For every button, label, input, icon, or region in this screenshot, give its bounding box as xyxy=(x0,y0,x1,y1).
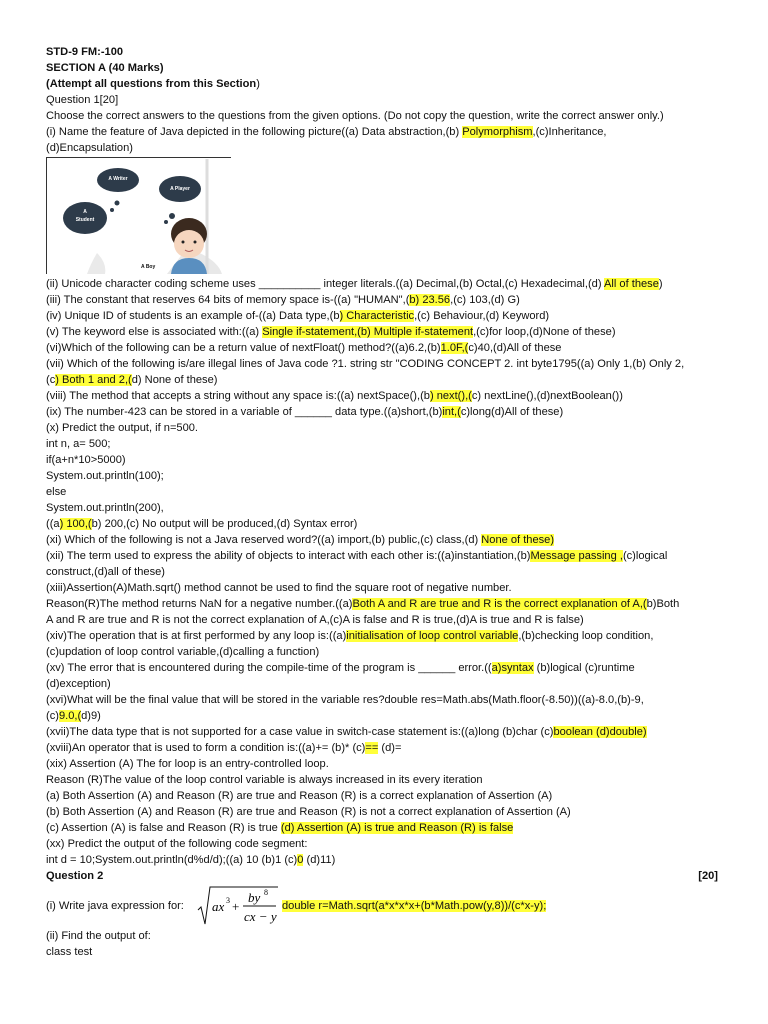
question-2-heading xyxy=(46,868,718,884)
q1-xiii-text-2: b)Both xyxy=(646,598,680,610)
boy-caption: A Boy xyxy=(141,264,156,270)
q1-xx-answer: 0 xyxy=(297,854,304,866)
q1-iii-answer: b) 23.56 xyxy=(409,294,451,306)
q1-v-answer: Single if-statement,(b) Multiple if-statement xyxy=(262,326,474,338)
q1-x-text: ((a xyxy=(46,518,60,530)
paper-header-std: STD-9 FM:-100 xyxy=(46,46,124,58)
q1-xix-option-b: (b) Both Assertion (A) and Reason (R) are true and Reason (R) is not a correct explanation of Assertion (A) xyxy=(46,806,571,818)
q1-xi-answer: None of these) xyxy=(481,534,555,546)
q1-xv-text: (xv) The error that is encountered during the compile-time of the program is ______ error.(( xyxy=(46,662,492,674)
q1-xi-text: (xi) Which of the following is not a Java reserved word?((a) import,(b) public,(c) class,(d) xyxy=(46,534,482,546)
formula-numerator: by xyxy=(248,890,261,905)
q1-i xyxy=(46,124,726,140)
q1-vi-text: (vi)Which of the following can be a return value of nextFloat() method?((a)6.2,(b) xyxy=(46,342,441,354)
q1-xiv-text-2: ,(b)checking loop condition, xyxy=(518,630,654,642)
q1-xviii-answer: == xyxy=(365,742,379,754)
question-2-marks: [20] xyxy=(698,870,718,882)
q1-xii-text-2: (c)logical xyxy=(622,550,668,562)
q1-xiv-text: (xiv)The operation that is at first performed by any loop is:((a) xyxy=(46,630,347,642)
code-line: if(a+n*10>5000) xyxy=(46,454,126,466)
q1-xv-text-2: (b)logical (c)runtime xyxy=(533,662,635,674)
q1-i-cont: (d)Encapsulation) xyxy=(46,142,133,154)
q1-xix-answer: (d) Assertion (A) is true and Reason (R) is false xyxy=(280,822,514,834)
code-line: System.out.println(200), xyxy=(46,502,164,514)
formula-exp-8: 8 xyxy=(264,888,268,897)
q1-xii xyxy=(46,548,726,564)
q1-xiii-reason xyxy=(46,596,726,612)
q1-xviii xyxy=(46,740,726,756)
q1-vii-text: (c xyxy=(46,374,56,386)
q1-iv-text: (iv) Unique ID of students is an example of-((a) Data type,(b xyxy=(46,310,340,322)
q1-xvi-answer: 9.0,( xyxy=(58,710,82,722)
formula-denominator: cx − y xyxy=(244,909,277,924)
q1-xvi-text-2: d)9) xyxy=(81,710,101,722)
q1-xix-option-c-d xyxy=(46,820,726,836)
attempt-instruction xyxy=(46,76,726,92)
cloud-player: A Player xyxy=(159,176,201,202)
formula-ax: ax xyxy=(212,899,225,914)
q1-viii-answer: ) next(),( xyxy=(429,390,472,402)
q1-xvii xyxy=(46,724,726,740)
q1-x-text-2: b) 200,(c) No output will be produced,(d) Syntax error) xyxy=(91,518,358,530)
q1-xiv xyxy=(46,628,726,644)
q1-ix-text-2: c)long(d)All of these) xyxy=(460,406,564,418)
q1-vi-answer: 1.0F,( xyxy=(440,342,469,354)
q1-viii xyxy=(46,388,726,404)
q1-xix-text: (c) Assertion (A) is false and Reason (R) is true xyxy=(46,822,281,834)
q1-xi xyxy=(46,532,726,548)
q2-ii-code: class test xyxy=(46,946,93,958)
q1-ii-text-2: ) xyxy=(658,278,663,290)
code-line: System.out.println(100); xyxy=(46,470,164,482)
cloud-student xyxy=(63,202,107,234)
cloud-student-line-1: A xyxy=(83,209,87,215)
code-line: else xyxy=(46,486,67,498)
q1-ii-text: (ii) Unicode character coding scheme uses __________ integer literals.((a) Decimal,(b) Octal,(c) Hexadecimal,(d) xyxy=(46,278,605,290)
question-1-instructions: Choose the correct answers to the questions from the given options. (Do not copy the question, write the correct answer only.) xyxy=(46,110,664,122)
q1-ii-answer: All of these xyxy=(604,278,659,290)
q1-xx: (xx) Predict the output of the following code segment: xyxy=(46,838,308,850)
q1-x-options xyxy=(46,516,726,532)
q1-xiv-cont: (c)updation of loop control variable,(d)calling a function) xyxy=(46,646,320,658)
sqrt-formula xyxy=(196,884,280,928)
q1-xvii-answer: boolean (d)double) xyxy=(553,726,647,738)
q1-iv-text-2: ,(c) Behaviour,(d) Keyword) xyxy=(414,310,550,322)
q1-xix-option-a: (a) Both Assertion (A) and Reason (R) are true and Reason (R) is a correct explanation of Assertion (A) xyxy=(46,790,553,802)
q1-vi xyxy=(46,340,726,356)
q2-ii: (ii) Find the output of: xyxy=(46,930,151,942)
q1-xv xyxy=(46,660,726,676)
q2-i xyxy=(46,884,726,928)
q1-vii-text-2: d) None of these) xyxy=(131,374,218,386)
formula-plus: + xyxy=(232,899,240,914)
q1-xix-reason: Reason (R)The value of the loop control variable is always increased in its every iteration xyxy=(46,774,483,786)
q1-xviii-text-2: (d)= xyxy=(378,742,402,754)
q1-xiii-cont: A and R are true and R is not the correct explanation of A,(c)A is false and R is true,(d)A is true and R is false) xyxy=(46,614,584,626)
q1-vii-answer: ) Both 1 and 2,( xyxy=(55,374,132,386)
q1-xv-answer: a)syntax xyxy=(491,662,534,674)
q1-iv-answer: ) Characteristic xyxy=(339,310,415,322)
q2-i-answer: double r=Math.sqrt(a*x*x*x+(b*Math.pow(y,8))/(c*x-y); xyxy=(282,900,547,912)
q1-xiii-answer: Both A and R are true and R is the correct explanation of A,( xyxy=(352,598,647,610)
q1-xx-code xyxy=(46,852,726,868)
q1-xiii: (xiii)Assertion(A)Math.sqrt() method cannot be used to find the square root of negative number. xyxy=(46,582,512,594)
q1-xiii-text: Reason(R)The method returns NaN for a negative number.((a) xyxy=(46,598,353,610)
q1-ii xyxy=(46,276,726,292)
code-line: int n, a= 500; xyxy=(46,438,111,450)
q1-vii: (vii) Which of the following is/are illegal lines of Java code ?1. string str "CODING CONCEPT 2. int byte1795((a) Only 1,(b) Only 2, xyxy=(46,358,685,370)
formula-exp-3: 3 xyxy=(226,896,230,905)
attempt-close: ) xyxy=(256,78,260,90)
q1-xvi: (xvi)What will be the final value that will be stored in the variable res?double res=Math.abs(Math.floor(-8.50))((a)-8.0,(b)-9, xyxy=(46,694,644,706)
q1-viii-text-2: c) nextLine(),(d)nextBoolean()) xyxy=(471,390,623,402)
q1-vii-cont xyxy=(46,372,726,388)
q1-iv xyxy=(46,308,726,324)
q1-xx-text-2: (d)11) xyxy=(303,854,336,866)
q1-v-text-2: ,(c)for loop,(d)None of these) xyxy=(473,326,616,338)
q1-ix-answer: int,( xyxy=(442,406,461,418)
question-paper xyxy=(46,44,726,960)
attempt-text: (Attempt all questions from this Section xyxy=(46,78,257,90)
q1-viii-text: (viii) The method that accepts a string without any space is:((a) nextSpace(),(b xyxy=(46,390,430,402)
q1-iii xyxy=(46,292,726,308)
q1-v xyxy=(46,324,726,340)
q2-i-label: (i) Write java expression for: xyxy=(46,900,184,912)
q1-ix xyxy=(46,404,726,420)
q1-xix: (xix) Assertion (A) The for loop is an entry-controlled loop. xyxy=(46,758,329,770)
q1-x-answer: ) 100,( xyxy=(59,518,92,530)
q1-i-text-2: ,(c)Inheritance, xyxy=(532,126,607,138)
q1-ix-text: (ix) The number-423 can be stored in a variable of ______ data type.((a)short,(b) xyxy=(46,406,443,418)
cloud-student-line-2: Student xyxy=(75,217,95,223)
q1-xii-cont: construct,(d)all of these) xyxy=(46,566,165,578)
q1-vi-text-2: c)40,(d)All of these xyxy=(468,342,562,354)
q1-xx-text: int d = 10;System.out.println(d%d/d);((a) 10 (b)1 (c) xyxy=(46,854,298,866)
q1-xvi-cont xyxy=(46,708,726,724)
cloud-writer: A Writer xyxy=(97,168,139,192)
question-2-title: Question 2 xyxy=(46,870,104,882)
question-1-title: Question 1[20] xyxy=(46,94,119,106)
java-feature-picture xyxy=(46,157,231,274)
q1-xii-answer: Message passing , xyxy=(530,550,623,562)
q1-xiv-answer: initialisation of loop control variable xyxy=(346,630,519,642)
q1-xvii-text: (xvii)The data type that is not supported for a case value in switch-case statement is:((a)long (b)char (c) xyxy=(46,726,554,738)
q1-i-text: (i) Name the feature of Java depicted in the following picture((a) Data abstraction,(b) xyxy=(46,126,463,138)
section-heading: SECTION A (40 Marks) xyxy=(46,62,164,74)
q1-xviii-text: (xviii)An operator that is used to form a condition is:((a)+= (b)* (c) xyxy=(46,742,366,754)
q1-iii-text: (iii) The constant that reserves 64 bits of memory space is-((a) "HUMAN",( xyxy=(46,294,410,306)
q1-xv-cont: (d)exception) xyxy=(46,678,111,690)
q1-v-text: (v) The keyword else is associated with:((a) xyxy=(46,326,263,338)
q1-iii-text-2: ,(c) 103,(d) G) xyxy=(450,294,520,306)
q1-x: (x) Predict the output, if n=500. xyxy=(46,422,199,434)
q1-xvi-text: (c) xyxy=(46,710,59,722)
q1-i-answer: Polymorphism xyxy=(462,126,533,138)
q1-xii-text: (xii) The term used to express the ability of objects to interact with each other is:((a)instantiation,(b) xyxy=(46,550,531,562)
